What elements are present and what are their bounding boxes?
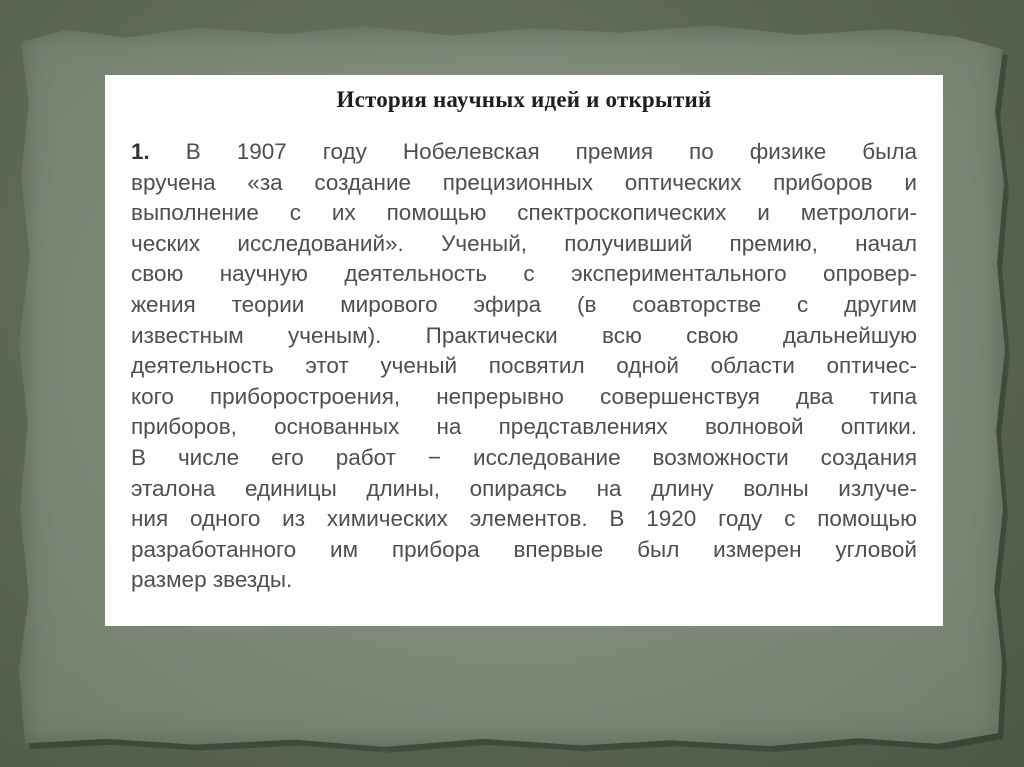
document-line: В числе его работ − исследование возможности создания xyxy=(131,444,917,470)
document-line: жения теории мирового эфира (в соавторстве с другим xyxy=(131,291,917,317)
document-line: вручена «за создание прецизионных оптических приборов и xyxy=(131,169,917,195)
document-line: деятельность этот ученый посвятил одной области оптичес- xyxy=(131,353,917,379)
item-number: 1. xyxy=(131,139,150,164)
document-line: эталона единицы длины, опираясь на длину волны излуче- xyxy=(131,475,917,501)
document-line: ния одного из химических элементов. В 1920 году с помощью xyxy=(131,506,917,532)
document-line: ческих исследований». Ученый, получивший премию, начал xyxy=(131,230,917,256)
document-line: разработанного им прибора впервые был измерен угловой xyxy=(131,536,917,562)
document-title: История научных идей и открытий xyxy=(336,87,712,112)
document-line: свою научную деятельность с экспериментального опровер- xyxy=(131,261,917,287)
document-line xyxy=(131,137,917,168)
document-line: известным ученым). Практически всю свою дальнейшую xyxy=(131,322,917,348)
document-line-text: В 1907 году Нобелевская премия по физике была xyxy=(185,139,917,164)
document-body xyxy=(131,137,917,596)
document-line: приборов, основанных на представлениях волновой оптики. xyxy=(131,414,917,440)
document-line: размер звезды. xyxy=(131,567,293,593)
scanned-document xyxy=(105,75,943,626)
document-line: кого приборостроения, непрерывно совершенствуя два типа xyxy=(131,383,917,409)
document-line: выполнение с их помощью спектроскопических и метрологи- xyxy=(131,200,917,226)
